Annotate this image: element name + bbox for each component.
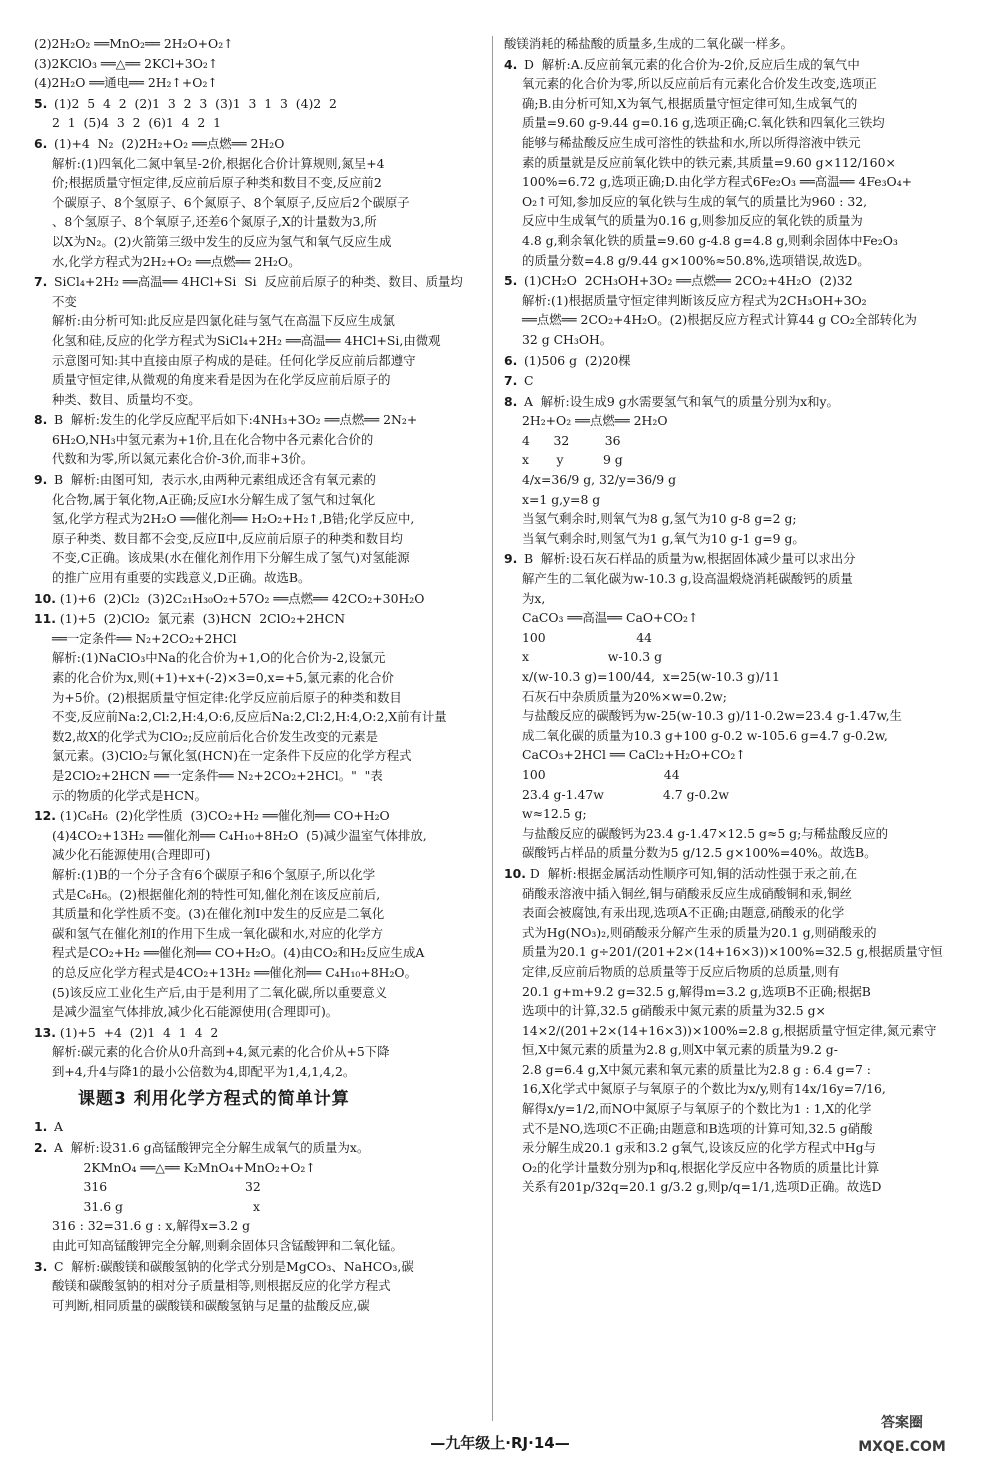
answer-line	[504, 192, 964, 212]
answer-text: 可判断,相同质量的碳酸镁和碳酸氢钠与足量的盐酸反应,碳	[52, 1297, 370, 1313]
answer-line	[504, 172, 964, 192]
answer-line	[504, 94, 964, 114]
answer-text: w≈12.5 g;	[522, 806, 587, 822]
answer-line	[504, 1119, 964, 1139]
answer-text: 由此可知高锰酸钾完全分解,则剩余固体只含锰酸钾和二氧化锰。	[52, 1238, 403, 1254]
answer-text: 化合物,属于氧化物,A正确;反应Ⅰ水分解生成了氢气和过氧化	[52, 491, 376, 507]
answer-line	[34, 94, 484, 114]
answer-line	[34, 154, 484, 174]
question-number: 9.	[34, 472, 48, 488]
answer-line	[34, 806, 484, 826]
answer-line	[504, 133, 964, 153]
answer-line	[34, 311, 484, 331]
answer-line	[34, 272, 484, 292]
answer-text: A 解析:设生成9 g水需要氢气和氧气的质量分别为x和y。	[523, 393, 839, 409]
answer-text: 氯元素。(3)ClO₂与氰化氢(HCN)在一定条件下反应的化学方程式	[52, 748, 412, 764]
answer-line	[34, 331, 484, 351]
answer-text: D 解析:A.反应前氧元素的化合价为-2价,反应后生成的氧气中	[523, 56, 860, 72]
watermark-title: 答案圈	[881, 1415, 923, 1431]
answer-text: O₂的化学计量数分别为p和q,根据化学反应中各物质的质量比计算	[522, 1159, 880, 1175]
answer-line	[34, 885, 484, 905]
answer-line	[34, 568, 484, 588]
answer-line	[504, 608, 964, 628]
answer-item	[504, 55, 964, 271]
question-number: 4.	[504, 56, 518, 72]
page-footer: —九年级上·RJ·14—	[430, 1434, 570, 1452]
answer-line	[504, 923, 964, 943]
answer-text: 化氢和硅,反应的化学方程式为SiCl₄+2H₂ ══高温══ 4HCl+Si,由微观	[52, 332, 441, 348]
answer-text: 解得x/y=1/2,而NO中氮原子与氧原子的个数比为1 : 1,X的化学	[522, 1101, 872, 1117]
answer-line	[504, 251, 964, 271]
answer-text: 解产生的二氧化碳为w-10.3 g,设高温煅烧消耗碳酸钙的质量	[522, 571, 853, 587]
answer-item	[34, 94, 484, 133]
answer-line	[34, 252, 484, 272]
answer-text: B 解析:由图可知, 表示水,由两种元素组成还含有氧元素的	[53, 472, 376, 488]
answer-text: (1)+6 (2)Cl₂ (3)2C₂₁H₃₀O₂+57O₂ ══点燃══ 42CO₂+30H₂O	[59, 590, 425, 606]
answer-text: (4)4CO₂+13H₂ ══催化剂══ C₄H₁₀+8H₂O (5)减少温室气体排放,	[52, 827, 427, 843]
answer-text: 表面会被腐蚀,有汞出现,选项A不正确;由题意,硝酸汞的化学	[522, 905, 845, 921]
answer-line	[504, 647, 964, 667]
answer-line	[504, 450, 964, 470]
answer-item	[504, 549, 964, 863]
column-divider	[492, 36, 493, 1421]
answer-line	[34, 1117, 484, 1137]
answer-line	[504, 1138, 964, 1158]
answer-text: SiCl₄+2H₂ ══高温══ 4HCl+Si Si 反应前后原子的种类、数目、质量均	[53, 274, 463, 290]
answer-text: 汞分解生成20.1 g汞和3.2 g氧气,设该反应的化学方程式中Hg与	[522, 1140, 876, 1156]
answer-text: C	[523, 373, 534, 389]
answer-text: (3)2KClO₃ ══△══ 2KCl+3O₂↑	[34, 55, 219, 71]
answer-line	[34, 370, 484, 390]
answer-text: 2KMnO₄ ══△══ K₂MnO₄+MnO₂+O₂↑	[52, 1159, 316, 1175]
answer-text: 石灰石中杂质质量为20%×w=0.2w;	[522, 688, 727, 704]
question-number: 6.	[504, 352, 518, 368]
answer-item	[34, 470, 484, 588]
answer-text: 100%=6.72 g,选项正确;D.由化学方程式6Fe₂O₃ ══高温══ 4Fe₃O₄+	[522, 174, 913, 190]
answer-text: 的总反应化学方程式是4CO₂+13H₂ ══催化剂══ C₄H₁₀+8H₂O。	[52, 964, 417, 980]
answer-item	[34, 609, 484, 805]
question-number: 1.	[34, 1119, 48, 1135]
question-number: 6.	[34, 135, 48, 151]
answer-line	[504, 55, 964, 75]
answer-item	[34, 134, 484, 271]
answer-line	[34, 1236, 484, 1256]
answer-line	[34, 707, 484, 727]
answer-text: 316 32	[52, 1179, 261, 1195]
answer-line	[504, 569, 964, 589]
answer-item	[34, 272, 484, 409]
answer-text: 素的质量就是反应前氧化铁中的铁元素,其质量=9.60 g×112/160×	[522, 154, 896, 170]
answer-line	[504, 509, 964, 529]
answer-item	[34, 806, 484, 1022]
answer-text: 解析:由分析可知:此反应是四氯化硅与氢气在高温下反应生成氯	[52, 313, 395, 329]
answer-line	[34, 865, 484, 885]
answer-item	[34, 589, 484, 609]
answer-text: 氧元素的化合价为零,所以反应前后有元素化合价发生改变,选项正	[522, 76, 877, 92]
answer-line	[34, 1296, 484, 1316]
answer-text: 以X为N₂。(2)火箭第三级中发生的反应为氢气和氧气反应生成	[52, 233, 392, 249]
answer-text: 解析:(1)根据质量守恒定律判断该反应方程式为2CH₃OH+3O₂	[522, 292, 867, 308]
answer-line	[34, 509, 484, 529]
answer-text: (1)+4 N₂ (2)2H₂+O₂ ══点燃══ 2H₂O	[53, 135, 285, 151]
watermark-url: MXQE.COM	[858, 1439, 946, 1455]
answer-line	[34, 1002, 484, 1022]
answer-text: 20.1 g+m+9.2 g=32.5 g,解得m=3.2 g,选项B不正确;根据B	[522, 983, 871, 999]
answer-line	[504, 291, 964, 311]
answer-line	[504, 942, 964, 962]
answer-text: 的质量分数=4.8 g/9.44 g×100%≈50.8%,选项错误,故选D。	[522, 252, 870, 268]
answer-text: (1)CH₂O 2CH₃OH+3O₂ ══点燃══ 2CO₂+4H₂O (2)32	[523, 273, 853, 289]
answer-line	[504, 1040, 964, 1060]
answer-line	[504, 271, 964, 291]
answer-text: 质量守恒定律,从微观的角度来看是因为在化学反应前后原子的	[52, 372, 391, 388]
answer-text: 质量=9.60 g-9.44 g=0.16 g,选项正确;C.氧化铁和四氧化三铁均	[522, 115, 885, 131]
answer-item	[504, 34, 964, 54]
answer-text: (1)+5 (2)ClO₂ 氯元素 (3)HCN 2ClO₂+2HCN	[59, 611, 346, 627]
answer-text: 是减少温室气体排放,减少化石能源使用(合理即可)。	[52, 1004, 339, 1020]
answer-line	[34, 470, 484, 490]
answer-line	[34, 173, 484, 193]
answer-line	[34, 390, 484, 410]
answer-text: 到+4,升4与降1的最小公倍数为4,即配平为1,4,1,4,2。	[52, 1063, 356, 1079]
answer-text: 不变,C正确。该成果(水在催化剂作用下分解生成了氢气)对氢能源	[52, 550, 410, 566]
answer-item	[34, 1117, 484, 1137]
question-number: 7.	[34, 274, 48, 290]
answer-line	[34, 1177, 484, 1197]
answer-text: CaCO₃+2HCl ══ CaCl₂+H₂O+CO₂↑	[522, 747, 746, 763]
answer-text: O₂↑可知,参加反应的氧化铁与生成的氧气的质量比为960 : 32,	[522, 193, 868, 209]
answer-line	[504, 371, 964, 391]
answer-line	[34, 746, 484, 766]
answer-text: C 解析:碳酸镁和碳酸氢钠的化学式分别是MgCO₃、NaHCO₃,碳	[53, 1258, 414, 1274]
answer-text: 酸镁消耗的稀盐酸的质量多,生成的二氧化碳一样多。	[504, 36, 793, 51]
answer-text: (1)2 5 4 2 (2)1 3 2 3 (3)1 3 1 3 (4)2 2	[53, 95, 337, 111]
answer-line	[34, 1158, 484, 1178]
answer-line	[34, 1216, 484, 1236]
answer-text: ══一定条件══ N₂+2CO₂+2HCl	[52, 630, 237, 646]
answer-item	[34, 410, 484, 469]
answer-text: 的推广应用有重要的实践意义,D正确。故选B。	[52, 570, 311, 586]
answer-line	[504, 490, 964, 510]
answer-text: A	[53, 1119, 63, 1135]
answer-line	[34, 529, 484, 549]
answer-text: 质量为20.1 g÷201/(201+2×(14+16×3))×100%=32.5 g,根据质量守恒	[522, 944, 943, 960]
answer-text: 100 44	[522, 766, 680, 782]
answer-text: 4.8 g,剩余氧化铁的质量=9.60 g-4.8 g=4.8 g,则剩余固体中Fe₂O₃	[522, 232, 898, 248]
answer-text: 素的化合价为x,则(+1)+x+(-2)×3=0,x=+5,氯元素的化合价	[52, 670, 394, 685]
question-number: 7.	[504, 373, 518, 389]
question-number: 13.	[34, 1024, 56, 1040]
answer-text: (1)+5 +4 (2)1 4 1 4 2	[59, 1024, 219, 1040]
answer-text: 能够与稀盐酸反应生成可溶性的铁盐和水,所以所得溶液中铁元	[522, 134, 861, 150]
answer-text: 碳酸钙占样品的质量分数为5 g/12.5 g×100%=40%。故选B。	[522, 845, 877, 861]
answer-line	[34, 983, 484, 1003]
answer-text: (1)506 g (2)20棵	[523, 352, 631, 368]
answer-text: 价;根据质量守恒定律,反应前后原子种类和数目不变,反应前2	[52, 175, 382, 191]
answer-line	[504, 864, 964, 884]
answer-line	[504, 470, 964, 490]
answer-line	[504, 726, 964, 746]
answer-line	[504, 231, 964, 251]
answer-text: 定律,反应前后物质的总质量等于反应后物质的总质量,则有	[522, 963, 840, 979]
answer-text: 碳和氢气在催化剂Ⅰ的作用下生成一氧化碳和水,对应的化学方	[52, 925, 383, 941]
answer-line	[34, 548, 484, 568]
answer-line	[34, 1257, 484, 1277]
question-number: 11.	[34, 611, 56, 627]
question-number: 10.	[504, 865, 526, 881]
answer-line	[504, 392, 964, 412]
answer-text: 减少化石能源使用(合理即可)	[52, 847, 211, 863]
question-number: 9.	[504, 551, 518, 567]
answer-line	[504, 1001, 964, 1021]
answer-line	[504, 1158, 964, 1178]
answer-line	[504, 884, 964, 904]
answer-line	[504, 687, 964, 707]
answer-text: 式为Hg(NO₃)₂,则硝酸汞分解产生汞的质量为20.1 g,则硝酸汞的	[522, 924, 877, 940]
answer-text: CaCO₃ ══高温══ CaO+CO₂↑	[522, 610, 699, 626]
question-number: 8.	[504, 393, 518, 409]
answer-text: ══点燃══ 2CO₂+4H₂O。(2)根据反应方程式计算44 g CO₂全部转化为	[522, 312, 917, 328]
answer-text: 当氢气剩余时,则氧气为8 g,氢气为10 g-8 g=2 g;	[522, 511, 797, 527]
answer-text: 恒,X中氮元素的质量为2.8 g,则X中氧元素的质量为9.2 g-	[522, 1042, 838, 1058]
answer-item	[34, 1023, 484, 1082]
answer-line	[34, 1023, 484, 1043]
answer-text: x=1 g,y=8 g	[522, 491, 601, 507]
answer-line	[504, 411, 964, 431]
answer-item	[504, 271, 964, 349]
answer-line	[504, 843, 964, 863]
answer-line	[504, 903, 964, 923]
left-column	[34, 34, 484, 1316]
answer-line	[504, 706, 964, 726]
answer-text: 个碳原子、8个氢原子、6个氮原子、8个氧原子,反应后2个碳原子	[52, 194, 410, 210]
answer-line	[34, 292, 484, 312]
answer-line	[504, 211, 964, 231]
answer-text: (1)C₆H₆ (2)化学性质 (3)CO₂+H₂ ══催化剂══ CO+H₂O	[59, 808, 390, 824]
answer-text: 与盐酸反应的碳酸钙为w-25(w-10.3 g)/11-0.2w=23.4 g-1.47w,生	[522, 708, 902, 724]
answer-text: 解析:(1)四氧化二氮中氧呈-2价,根据化合价计算规则,氮呈+4	[52, 155, 385, 171]
answer-line	[504, 351, 964, 371]
answer-text: 32 g CH₃OH。	[522, 331, 613, 347]
answer-text: 2H₂+O₂ ══点燃══ 2H₂O	[522, 413, 668, 429]
answer-text: 为x,	[522, 590, 546, 606]
answer-line	[504, 549, 964, 569]
answer-line	[34, 113, 484, 133]
answer-line	[504, 745, 964, 765]
question-number: 2.	[34, 1140, 48, 1156]
answer-line	[504, 431, 964, 451]
answer-item	[34, 1257, 484, 1316]
question-number: 10.	[34, 590, 56, 606]
answer-text: 原子种类、数目都不会变,反应Ⅱ中,反应前后原子的种类和数目均	[52, 530, 403, 546]
question-number: 5.	[504, 273, 518, 289]
question-number: 12.	[34, 808, 56, 824]
answer-text: 不变,反应前Na:2,Cl:2,H:4,O:6,反应后Na:2,Cl:2,H:4,O:2,X前有计量	[52, 709, 447, 725]
answer-line	[34, 1138, 484, 1158]
answer-line	[504, 310, 964, 330]
answer-text: x y 9 g	[522, 452, 623, 468]
answer-line	[34, 449, 484, 469]
answer-line	[504, 1021, 964, 1041]
answer-line	[34, 688, 484, 708]
answer-line	[34, 1062, 484, 1082]
answer-text: 当氧气剩余时,则氢气为1 g,氧气为10 g-1 g=9 g。	[522, 530, 805, 546]
answer-line	[34, 193, 484, 213]
answer-text: 316 : 32=31.6 g : x,解得x=3.2 g	[52, 1218, 251, 1234]
answer-text: 2 1 (5)4 3 2 (6)1 4 2 1	[52, 115, 222, 131]
answer-line	[34, 1276, 484, 1296]
answer-line	[34, 648, 484, 668]
answer-item	[504, 392, 964, 549]
answer-line	[34, 410, 484, 430]
watermark-logo	[832, 1397, 972, 1461]
answer-line	[34, 904, 484, 924]
answer-text: 代数和为零,所以氮元素化合价-3价,而非+3价。	[52, 451, 314, 467]
answer-text: 与盐酸反应的碳酸钙为23.4 g-1.47×12.5 g≈5 g;与稀盐酸反应的	[522, 825, 889, 841]
answer-text: 关系有201p/32q=20.1 g/3.2 g,则p/q=1/1,选项D正确。故选D	[522, 1179, 882, 1195]
answer-text: 14×2/(201+2×(14+16×3))×100%=2.8 g,根据质量守恒定律,氮元素守	[522, 1022, 937, 1038]
answer-text: 示意图可知:其中直接由原子构成的是硅。任何化学反应前后都遵守	[52, 352, 416, 368]
answer-line	[34, 1197, 484, 1217]
answer-text: 23.4 g-1.47w 4.7 g-0.2w	[522, 786, 729, 802]
right-column	[504, 34, 964, 1198]
answer-line	[504, 74, 964, 94]
question-number: 8.	[34, 412, 48, 428]
answer-item	[504, 351, 964, 371]
answer-line	[34, 609, 484, 629]
answer-text: 解析:碳元素的化合价从0升高到+4,氮元素的化合价从+5下降	[52, 1044, 390, 1060]
answer-line	[34, 845, 484, 865]
answer-line	[504, 824, 964, 844]
answer-line	[34, 766, 484, 786]
answer-line	[504, 1099, 964, 1119]
answer-text: 、8个氢原子、8个氧原子,还差6个氮原子,X的计量数为3,所	[52, 214, 377, 230]
answer-line	[34, 668, 484, 688]
answer-line	[34, 924, 484, 944]
answer-line	[504, 962, 964, 982]
answer-line	[504, 153, 964, 173]
answer-line	[34, 943, 484, 963]
answer-line	[34, 1042, 484, 1062]
answer-line	[504, 330, 964, 350]
answer-item	[34, 34, 484, 93]
answer-line	[34, 34, 484, 54]
question-number: 3.	[34, 1258, 48, 1274]
answer-line	[34, 629, 484, 649]
answer-text: 31.6 g x	[52, 1198, 260, 1214]
answer-text: 水,化学方程式为2H₂+O₂ ══点燃══ 2H₂O。	[52, 253, 301, 269]
question-number: 5.	[34, 95, 48, 111]
answer-line	[504, 529, 964, 549]
answer-text: 2.8 g=6.4 g,X中氮元素和氧元素的质量比为2.8 g : 6.4 g=7 :	[522, 1061, 871, 1077]
answer-text: 解析:(1)NaClO₃中Na的化合价为+1,O的化合价为-2,设氯元	[52, 650, 386, 666]
answer-line	[34, 232, 484, 252]
answer-text: 程式是CO₂+H₂ ══催化剂══ CO+H₂O。(4)由CO₂和H₂反应生成A	[52, 945, 425, 961]
answer-line	[504, 765, 964, 785]
answer-text: 式不是NO,选项C不正确;由题意和B选项的计算可知,32.5 g硝酸	[522, 1120, 873, 1136]
answer-item	[504, 864, 964, 1197]
answer-line	[34, 351, 484, 371]
answer-text: 种类、数目、质量均不变。	[52, 391, 201, 407]
answer-line	[504, 1177, 964, 1197]
answer-line	[34, 73, 484, 93]
answer-text: 4/x=36/9 g, 32/y=36/9 g	[522, 472, 677, 488]
answer-line	[504, 34, 964, 54]
answer-text: 反应中生成氧气的质量为0.16 g,则参加反应的氧化铁的质量为	[522, 213, 863, 229]
answer-line	[504, 628, 964, 648]
answer-text: 4 32 36	[522, 432, 621, 448]
answer-line	[34, 212, 484, 232]
answer-text: x/(w-10.3 g)=100/44, x=25(w-10.3 g)/11	[522, 669, 780, 684]
answer-line	[34, 430, 484, 450]
answer-line	[34, 727, 484, 747]
answer-text: B 解析:设石灰石样品的质量为w,根据固体减少量可以求出分	[523, 551, 856, 567]
answer-text: 氢,化学方程式为2H₂O ══催化剂══ H₂O₂+H₂↑,B错;化学反应中,	[52, 511, 415, 527]
answer-text: 成二氧化碳的质量为10.3 g+100 g-0.2 w-105.6 g=4.7 g-0.2w,	[522, 727, 888, 743]
answer-text: A 解析:设31.6 g高锰酸钾完全分解生成氧气的质量为x。	[53, 1140, 370, 1156]
answer-text: 6H₂O,NH₃中氢元素为+1价,且在化合物中各元素化合价的	[52, 431, 374, 447]
answer-line	[34, 963, 484, 983]
answer-line	[34, 490, 484, 510]
answer-text: D 解析:根据金属活动性顺序可知,铜的活动性强于汞之前,在	[529, 865, 858, 881]
answer-line	[504, 667, 964, 687]
answer-text: 硝酸汞溶液中插入铜丝,铜与硝酸汞反应生成硝酸铜和汞,铜丝	[522, 885, 853, 901]
answer-line	[34, 589, 484, 609]
answer-text: 其质量和化学性质不变。(3)在催化剂Ⅰ中发生的反应是二氧化	[52, 906, 385, 922]
answer-line	[504, 1079, 964, 1099]
answer-line	[504, 1060, 964, 1080]
answer-line	[34, 826, 484, 846]
answer-line	[504, 113, 964, 133]
answer-line	[504, 785, 964, 805]
answer-text: B 解析:发生的化学反应配平后如下:4NH₃+3O₂ ══点燃══ 2N₂+	[53, 412, 418, 428]
answer-text: 选项中的计算,32.5 g硝酸汞中氮元素的质量为32.5 g×	[522, 1003, 826, 1019]
answer-text: 100 44	[522, 629, 653, 645]
answer-text: 数2,故X的化学式为ClO₂;反应前后化合价发生改变的元素是	[52, 728, 378, 744]
answer-line	[34, 134, 484, 154]
answer-line	[34, 786, 484, 806]
answer-text: 示的物质的化学式是HCN。	[52, 787, 208, 803]
answer-item	[504, 371, 964, 391]
answer-text: 为+5价。(2)根据质量守恒定律:化学反应前后原子的种类和数目	[52, 689, 402, 705]
answer-text: 酸镁和碳酸氢钠的相对分子质量相等,则根据反应的化学方程式	[52, 1278, 391, 1294]
answer-text: (2)2H₂O₂ ══MnO₂══ 2H₂O+O₂↑	[34, 36, 234, 51]
answer-text: 16,X化学式中氮原子与氧原子的个数比为x/y,则有14x/16y=7/16,	[522, 1081, 886, 1097]
answer-text: 解析:(1)B的一个分子含有6个碳原子和6个氢原子,所以化学	[52, 866, 376, 882]
answer-line	[504, 982, 964, 1002]
answer-line	[504, 804, 964, 824]
answer-text: 是2ClO₂+2HCN ══一定条件══ N₂+2CO₂+2HCl。" "表	[52, 767, 383, 783]
answer-text: 确;B.由分析可知,X为氧气,根据质量守恒定律可知,生成氧气的	[522, 95, 858, 111]
answer-text: 不变	[52, 293, 77, 309]
answer-text: 式是C₆H₆。(2)根据催化剂的特性可知,催化剂在该反应前后,	[52, 886, 381, 902]
answer-line	[34, 54, 484, 74]
answer-text: (5)该反应工业化生产后,由于是利用了二氧化碳,所以重要意义	[52, 984, 388, 1000]
answer-text: x w-10.3 g	[522, 649, 663, 665]
answer-item	[34, 1138, 484, 1256]
section-title: 课题3 利用化学方程式的简单计算	[78, 1089, 350, 1110]
answer-line	[504, 589, 964, 609]
answer-text: (4)2H₂O ══通电══ 2H₂↑+O₂↑	[34, 75, 218, 91]
